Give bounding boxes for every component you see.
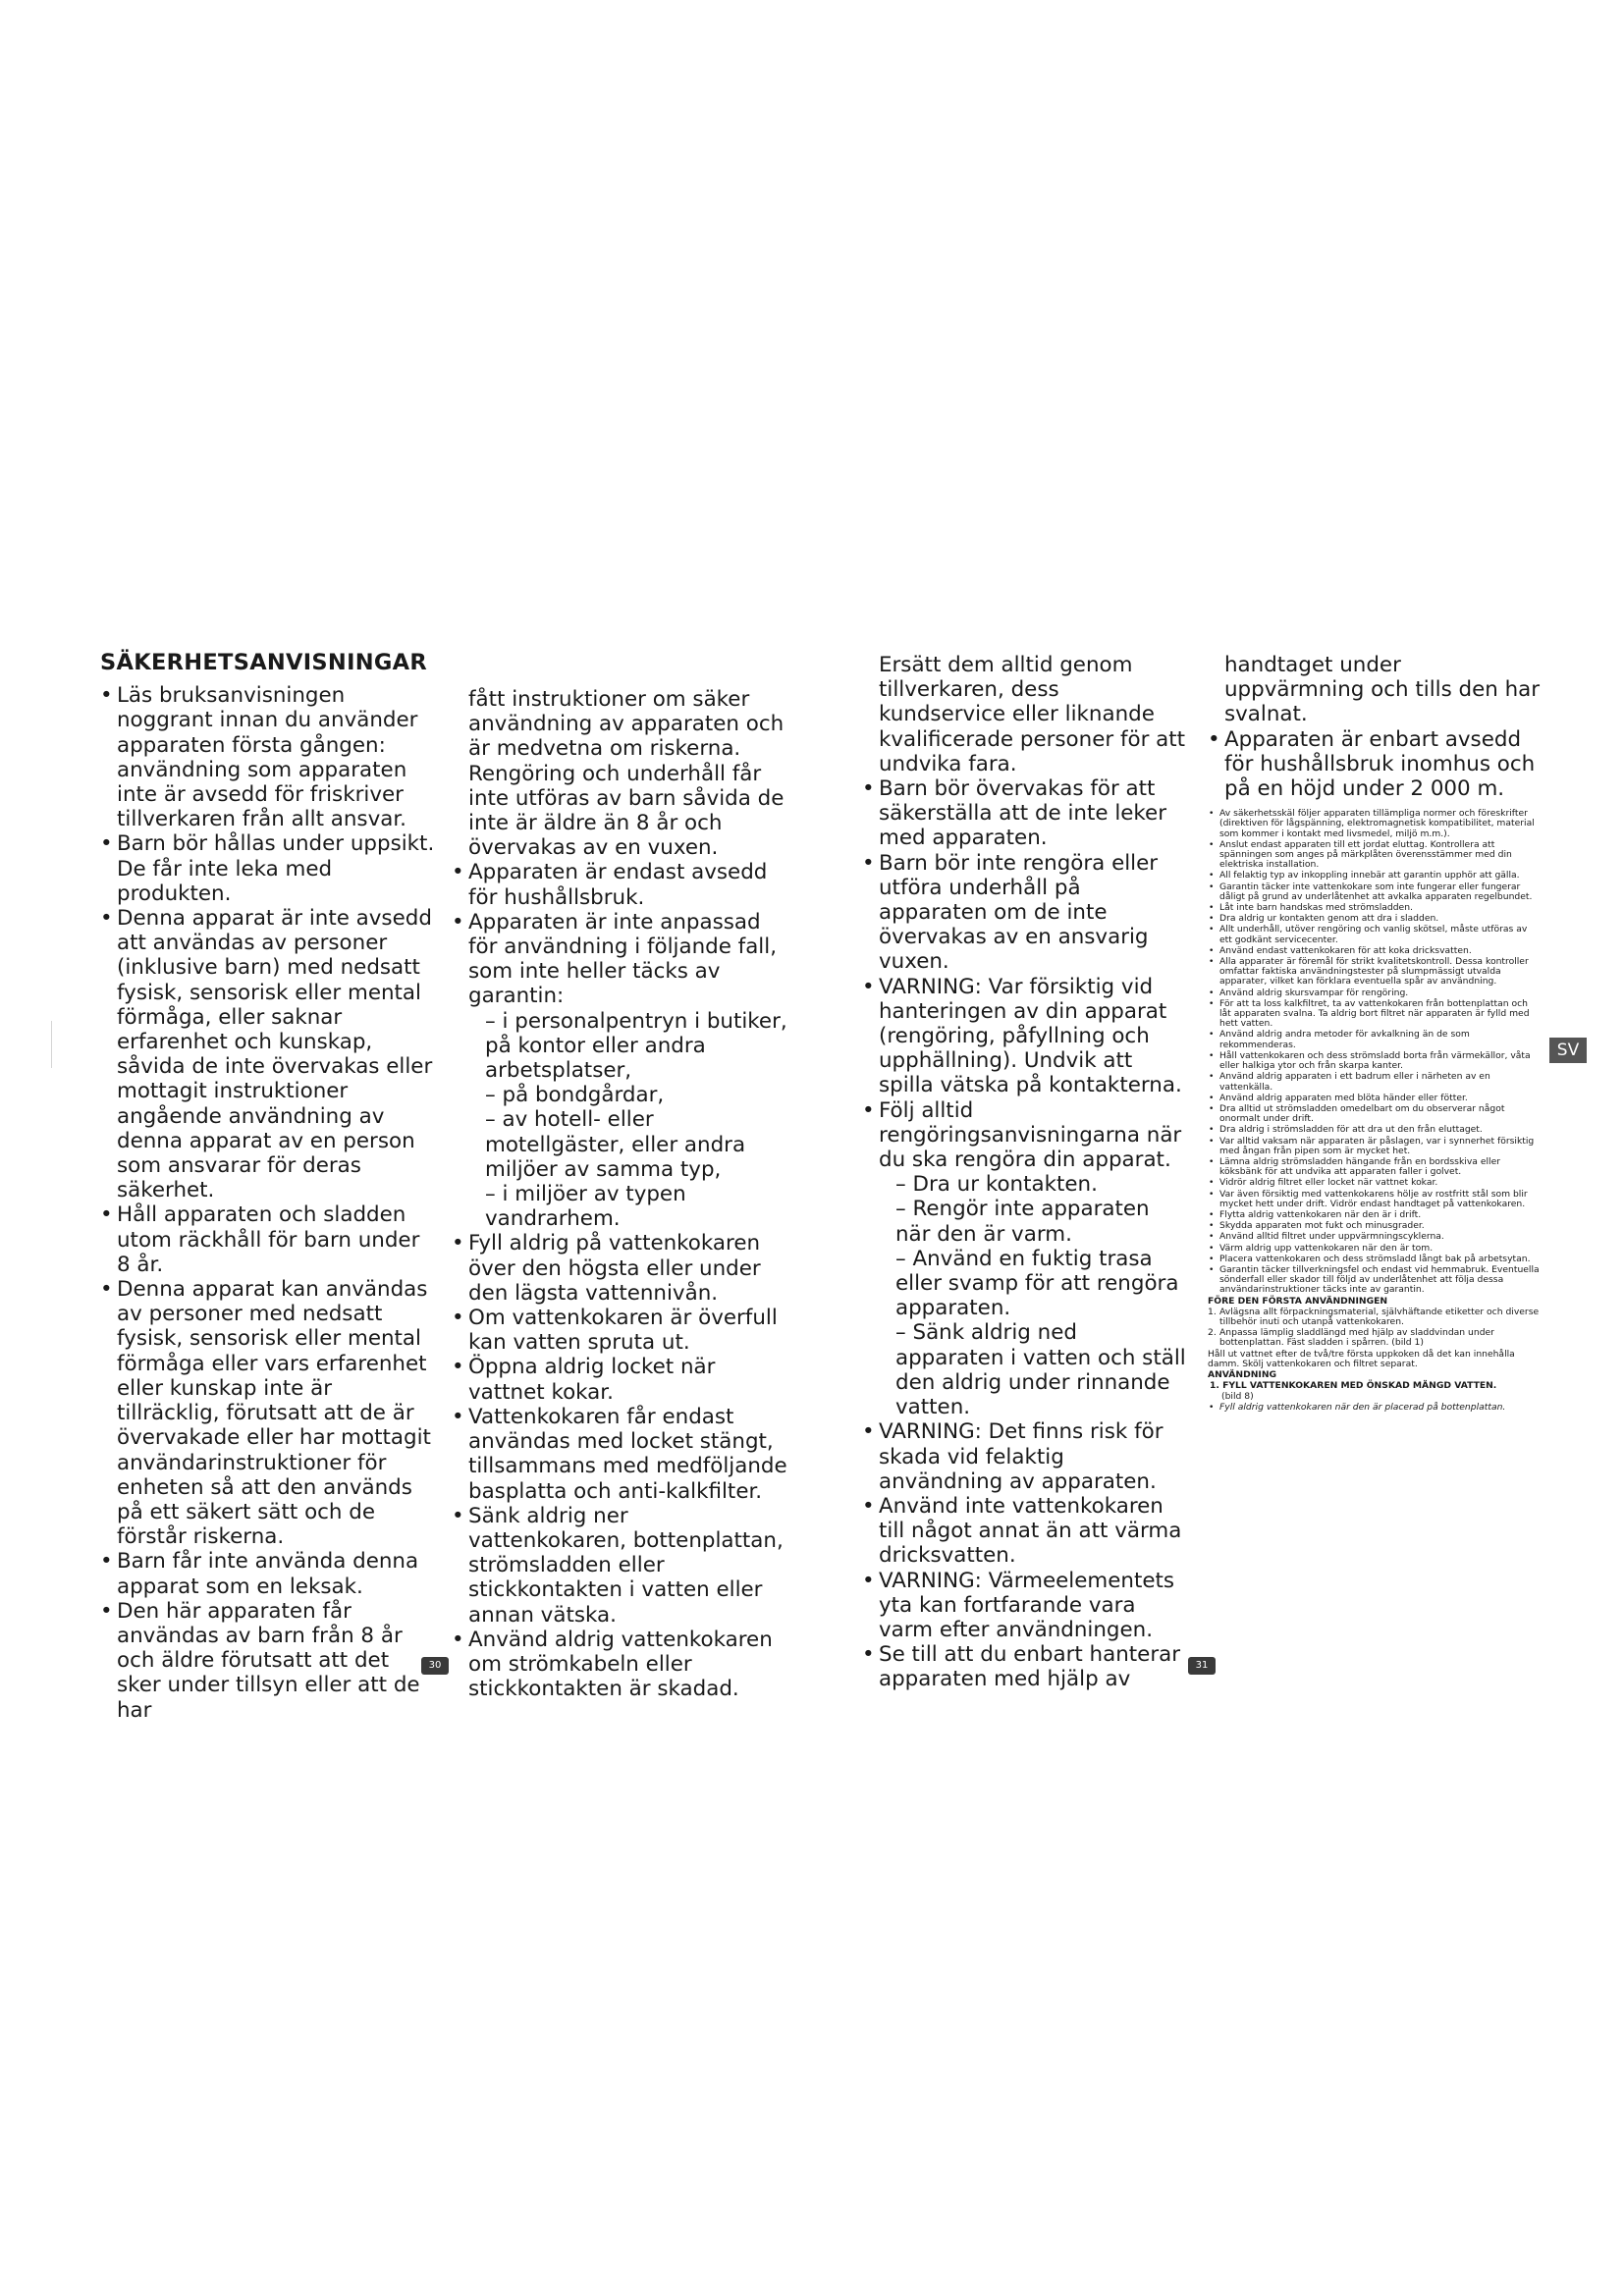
language-tab: SV: [1549, 1038, 1587, 1063]
list-item: • Låt inte barn handskas med strömsladden.: [1208, 903, 1542, 913]
list-item: • Dra aldrig i strömsladden för att dra ut den från eluttaget.: [1208, 1125, 1542, 1135]
column-4-small-text: [1208, 809, 1542, 1413]
page-number-right: 31: [1188, 1657, 1216, 1675]
list-item: • För att ta loss kalkfiltret, ta av vattenkokaren från bottenplattan och låt apparaten svalna. Ta aldrig bort filtret när apparaten är fylld med hett vatten.: [1208, 999, 1542, 1030]
sub-item: – Dra ur kontakten.: [895, 1172, 1098, 1198]
sub-item: – i personalpentryn i butiker, på kontor eller andra arbetsplatser,: [485, 1008, 787, 1084]
list-item: • Vidrör aldrig filtret eller locket när vattnet kokar.: [1208, 1178, 1542, 1188]
list-item: • Se till att du enbart hanterar apparaten med hjälp av: [862, 1642, 1186, 1691]
list-item: • Barn bör inte rengöra eller utföra underhåll på apparaten om de inte övervakas av en ansvarig vuxen.: [862, 851, 1186, 975]
sub-item: – på bondgårdar,: [485, 1083, 665, 1108]
list-item: • All felaktig typ av inkoppling innebär att garantin upphör att gälla.: [1208, 871, 1542, 881]
list-item: • Barn får inte använda denna apparat som en leksak.: [100, 1549, 439, 1598]
list-item: • Använd inte vattenkokaren till något annat än att värma dricksvatten.: [862, 1494, 1186, 1569]
italic-note: Fyll aldrig vattenkokaren när den är placerad på bottenplattan.: [1219, 1401, 1506, 1413]
list-item: • Håll apparaten och sladden utom räckhåll för barn under 8 år.: [100, 1202, 439, 1277]
list-item-text: Följ alltid rengöringsanvisningarna när du ska rengöra din apparat.: [879, 1097, 1182, 1173]
sub-item: – Använd en fuktig trasa eller svamp för att rengöra apparaten.: [895, 1246, 1179, 1321]
list-item: • Alla apparater är föremål för strikt kvalitetskontroll. Dessa kontroller omfattar faktiska användningstester på slumpmässigt utvalda apparater, vilket kan förklara eventuella spår av användning.: [1208, 957, 1542, 988]
list-item-text: Apparaten är inte anpassad för användning i följande fall, som inte heller täcks av garantin:: [468, 909, 777, 1009]
page-number-left: 30: [421, 1657, 449, 1675]
list-item: • VARNING: Var försiktig vid hanteringen av din apparat (rengöring, påfyllning och upphällning). Undvik att spilla vätska på kontakterna.: [862, 975, 1186, 1098]
sub-item: – Rengör inte apparaten när den är varm.: [895, 1197, 1150, 1247]
left-page-column-1: [100, 651, 439, 1723]
usage-heading: ANVÄNDNING: [1208, 1368, 1277, 1380]
step-number: 1.: [1208, 1306, 1217, 1317]
step-item: [1208, 1328, 1542, 1348]
step-text: Avlägsna allt förpackningsmaterial, självhäftande etiketter och diverse tillbehör inuti och utanpå vattenkokaren.: [1219, 1306, 1540, 1327]
list-item: • Skydda apparaten mot fukt och minusgrader.: [1208, 1221, 1542, 1231]
list-item: [452, 910, 790, 1232]
list-item: • Använd aldrig apparaten i ett badrum eller i närheten av en vattenkälla.: [1208, 1072, 1542, 1092]
list-item: • Apparaten är endast avsedd för hushållsbruk.: [452, 860, 790, 909]
list-item: • Flytta aldrig vattenkokaren när den är i drift.: [1208, 1210, 1542, 1220]
list-item: • Barn bör övervakas för att säkerställa att de inte leker med apparaten.: [862, 776, 1186, 851]
first-use-steps: [1208, 1308, 1542, 1349]
right-page-column-4: [1208, 653, 1542, 1414]
step-text: Anpassa lämplig sladdlängd med hjälp av sladdvindan under bottenplattan. Fäst sladden i spårren. (bild 1): [1219, 1327, 1494, 1349]
usage-notes: [1208, 1403, 1542, 1413]
list-item: • Var även försiktig med vattenkokarens hölje av rostfritt stål som blir mycket hett under drift. Vidrör endast handtaget på vattenkokaren.: [1208, 1190, 1542, 1209]
usage-step: 1. FYLL VATTENKOKAREN MED ÖNSKAD MÄNGD VATTEN.: [1210, 1380, 1497, 1392]
list-item: • Dra aldrig ur kontakten genom att dra i sladden.: [1208, 914, 1542, 924]
margin-mark: [51, 1021, 52, 1068]
first-use-note: Håll ut vattnet efter de två/tre första uppkoken då det kan innehålla damm. Skölj vattenkokaren och filtret separat.: [1208, 1348, 1515, 1369]
list-item: • Sänk aldrig ner vattenkokaren, bottenplattan, strömsladden eller stickkontakten i vatten eller annan vätska.: [452, 1504, 790, 1628]
list-item: • Apparaten är enbart avsedd för hushållsbruk inomhus och på en höjd under 2 000 m.: [1208, 727, 1542, 802]
list-item: • Placera vattenkokaren och dess strömsladd långt bak på arbetsytan.: [1208, 1255, 1542, 1264]
list-item: • Vattenkokaren får endast användas med locket stängt, tillsammans med medföljande basplatta och anti-kalkfilter.: [452, 1405, 790, 1504]
list-item: • Den här apparaten får användas av barn från 8 år och äldre förutsatt att det sker under tillsyn eller att de har: [100, 1599, 439, 1723]
continued-paragraph: fått instruktioner om säker användning av apparaten och är medvetna om riskerna. Rengöring och underhåll får inte utföras av barn såvida de inte är äldre än 8 år och övervakas av en vuxen.: [468, 687, 785, 861]
safety-list-col2: [452, 860, 790, 1701]
step-item: [1208, 1308, 1542, 1327]
column-4-large-text: [1208, 653, 1542, 801]
continued-paragraph: Ersätt dem alltid genom tillverkaren, dess kundservice eller liknande kvalificerade personer för att undvika fara.: [879, 653, 1186, 776]
safety-list-col1: [100, 683, 439, 1723]
list-item: • Använd endast vattenkokaren för att koka dricksvatten.: [1208, 946, 1542, 956]
small-safety-list: [1208, 809, 1542, 1295]
figure-reference: (bild 8): [1221, 1391, 1254, 1403]
list-item: [862, 1098, 1186, 1420]
list-item: • Använd aldrig apparaten med blöta händer eller fötter.: [1208, 1094, 1542, 1103]
list-item: • Fyll aldrig på vattenkokaren över den högsta eller under den lägsta vattennivån.: [452, 1231, 790, 1306]
list-item: • Av säkerhetsskäl följer apparaten tillämpliga normer och föreskrifter (direktiven för lågspänning, elektromagnetisk kompatibilitet, material som kommer i kontakt med livsmedel, miljö m.m.).: [1208, 809, 1542, 839]
list-item: • Lämna aldrig strömsladden hängande från en bordsskiva eller köksbänk för att undvika att apparaten faller i golvet.: [1208, 1157, 1542, 1177]
list-item: • Anslut endast apparaten till ett jordat eluttag. Kontrollera att spänningen som anges på märkplåten överensstämmer med din elektriska installation.: [1208, 840, 1542, 871]
list-item: • VARNING: Det finns risk för skada vid felaktig användning av apparaten.: [862, 1419, 1186, 1494]
right-page-column-3: [862, 653, 1186, 1692]
list-item: • Använd aldrig vattenkokaren om strömkabeln eller stickkontakten är skadad.: [452, 1628, 790, 1702]
sub-item: – i miljöer av typen vandrarhem.: [485, 1182, 686, 1232]
list-item: • Värm aldrig upp vattenkokaren när den är tom.: [1208, 1244, 1542, 1254]
safety-list-col4: [1208, 727, 1542, 802]
list-item: • Denna apparat kan användas av personer med nedsatt fysisk, sensorisk eller mental förmåga eller vars erfarenhet eller kunskap inte är tillräcklig, förutsatt att de är övervakade eller har mottagit användarinstruktioner för enheten så att den används på ett säkert sätt och de förstår riskerna.: [100, 1277, 439, 1549]
list-item: • Var alltid vaksam när apparaten är påslagen, var i synnerhet försiktig med ångan från pipen som är mycket het.: [1208, 1137, 1542, 1156]
sub-item: – Sänk aldrig ned apparaten i vatten och ställ den aldrig under rinnande vatten.: [895, 1320, 1186, 1420]
section-title: SÄKERHETSANVISNINGAR: [100, 650, 427, 675]
list-item: • Dra alltid ut strömsladden omedelbart om du observerar något onormalt under drift.: [1208, 1104, 1542, 1124]
list-item: • Håll vattenkokaren och dess strömsladd borta från värmekällor, våta eller halkiga ytor och från skarpa kanter.: [1208, 1051, 1542, 1071]
list-item: [1208, 1403, 1542, 1413]
list-item: • Om vattenkokaren är överfull kan vatten spruta ut.: [452, 1306, 790, 1355]
list-item: • Garantin täcker inte vattenkokare som inte fungerar eller fungerar dåligt på grund av underlåtenhet att avkalka apparaten regelbundet.: [1208, 882, 1542, 902]
list-item: • Denna apparat är inte avsedd att användas av personer (inklusive barn) med nedsatt fysisk, sensorisk eller mental förmåga, eller saknar erfarenhet och kunskap, såvida de inte övervakas eller mottagit instruktioner angående användning av denna apparat av en person som ansvarar för deras säkerhet.: [100, 906, 439, 1202]
continued-paragraph: handtaget under uppvärmning och tills den har svalnat.: [1224, 653, 1541, 727]
list-item: • Använd aldrig andra metoder för avkalkning än de som rekommenderas.: [1208, 1030, 1542, 1049]
sub-item: – av hotell- eller motellgäster, eller andra miljöer av samma typ,: [485, 1107, 746, 1182]
safety-list-col3: [862, 776, 1186, 1692]
list-item: • Öppna aldrig locket när vattnet kokar.: [452, 1355, 790, 1404]
list-item: • Använd alltid filtret under uppvärmningscyklerna.: [1208, 1232, 1542, 1242]
list-item: • Läs bruksanvisningen noggrant innan du använder apparaten första gången: användning som apparaten inte är avsedd för friskriver tillverkaren från allt ansvar.: [100, 683, 439, 831]
list-item: • Garantin täcker tillverkningsfel och endast vid hemmabruk. Eventuella sönderfall eller skador till följd av underlåtenhet att följa dessa användarinstruktioner täcks inte av garantin.: [1208, 1265, 1542, 1296]
left-page-column-2: [452, 687, 790, 1701]
step-number: 2.: [1208, 1327, 1217, 1339]
list-item: • Barn bör hållas under uppsikt. De får inte leka med produkten.: [100, 831, 439, 906]
first-use-heading: FÖRE DEN FÖRSTA ANVÄNDNINGEN: [1208, 1295, 1388, 1307]
list-item: • VARNING: Värmeelementets yta kan fortfarande vara varm efter användningen.: [862, 1569, 1186, 1643]
list-item: • Använd aldrig skursvampar för rengöring.: [1208, 988, 1542, 998]
list-item: • Allt underhåll, utöver rengöring och vanlig skötsel, måste utföras av ett godkänt servicecenter.: [1208, 925, 1542, 944]
